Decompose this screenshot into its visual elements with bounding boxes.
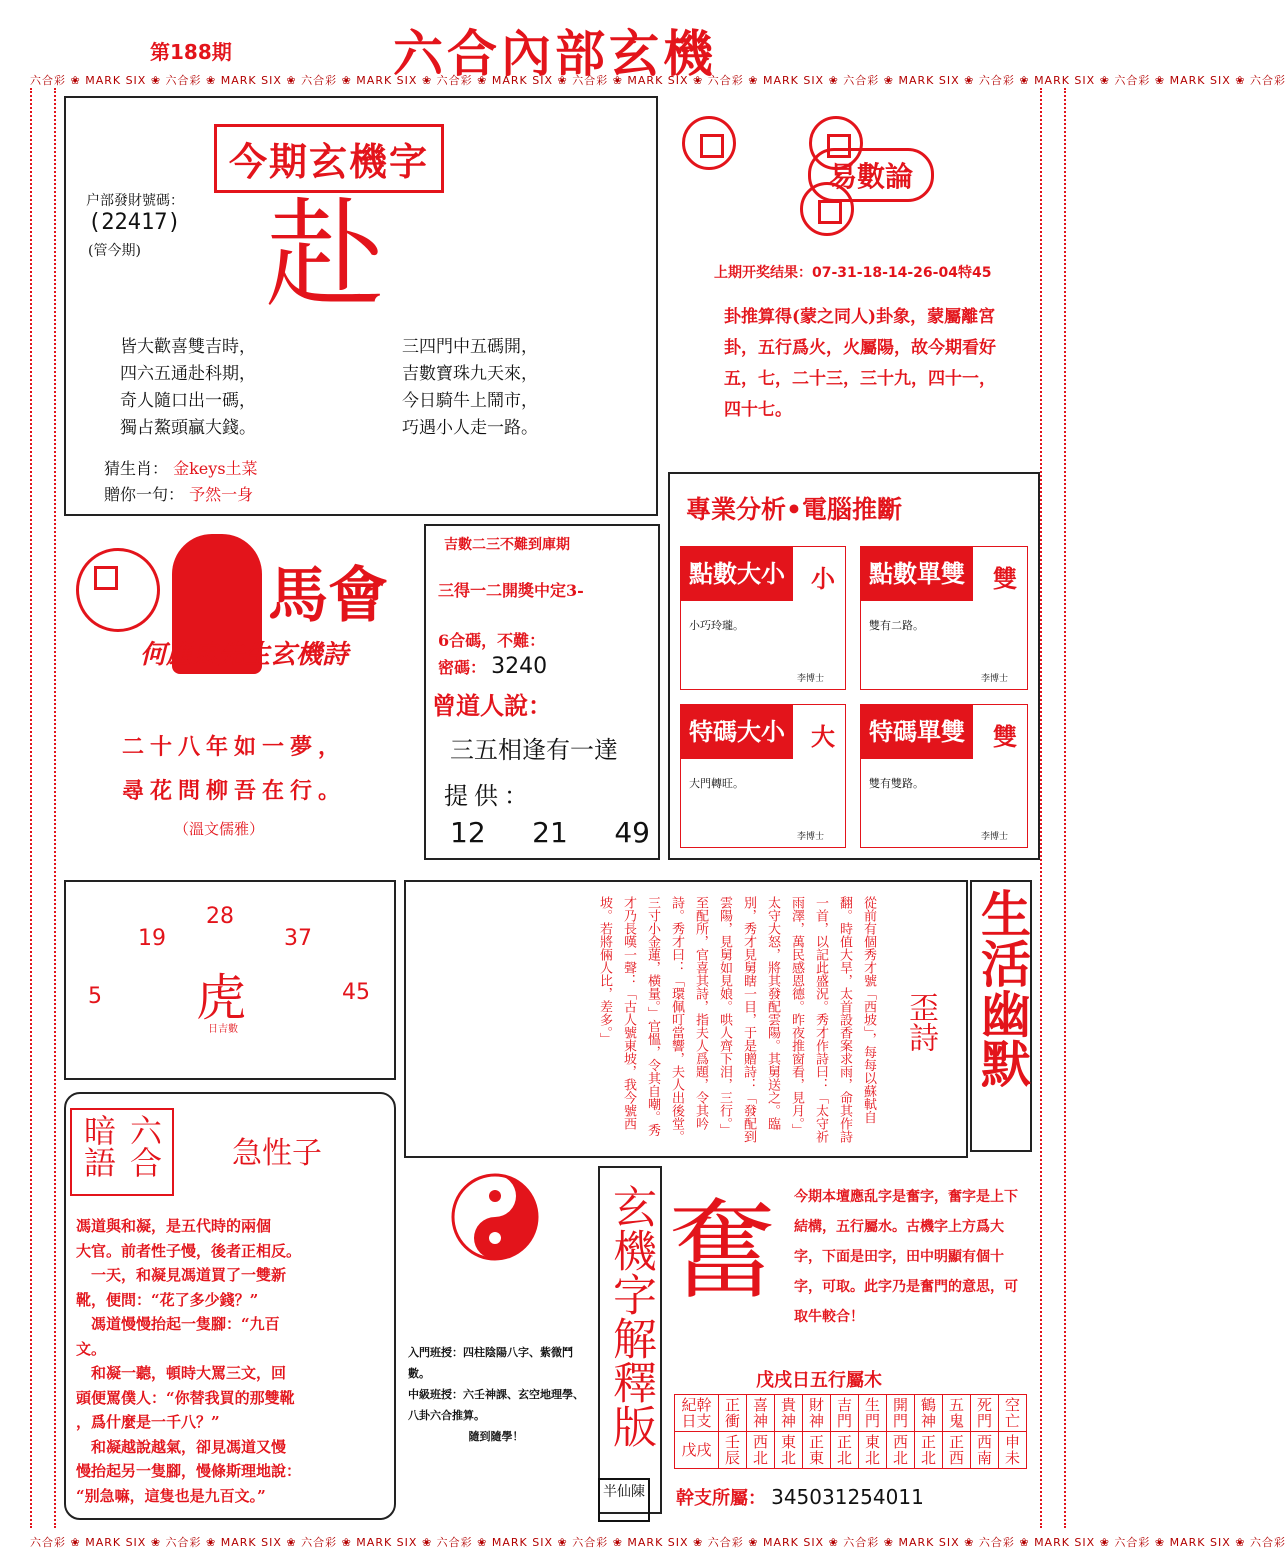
- anyu-badge: [70, 1108, 174, 1196]
- zeng-title: 曾道人說：: [432, 692, 552, 720]
- number: 49: [614, 816, 650, 849]
- calendar-value: 西北: [887, 1432, 915, 1469]
- branch-value: 345031254011: [771, 1485, 924, 1509]
- calendar-value: 正東: [803, 1432, 831, 1469]
- poem-right-line: 三四門中五碼開，: [402, 337, 538, 357]
- cell-label-text: 點數單雙: [861, 547, 973, 601]
- anyu-body: [76, 1214, 386, 1508]
- bazi-line: 中級班授：六壬神課、玄空地理學、八卦六合推算。: [408, 1388, 584, 1422]
- poem-left-line: 皆大歡喜雙吉時，: [120, 337, 256, 357]
- calendar-header: 財神: [803, 1395, 831, 1432]
- yishu-text: 卦推算得(蒙之同人)卦象，蒙屬離宮卦，五行爲火，火屬陽，故今期看好五，七，二十三，三十九，四十一，四十七。: [724, 307, 996, 420]
- guess-label: 猜生肖：: [104, 459, 169, 478]
- gift-value: 予然一身: [189, 485, 254, 504]
- anyu-line: 靴，便問：“花了多少錢？”: [76, 1290, 259, 1309]
- tiger-number: 45: [342, 980, 370, 1005]
- mahui-title: 馬會: [268, 561, 388, 631]
- calendar-header: 死門: [971, 1395, 999, 1432]
- poem-right-line: 吉數寶珠九天來，: [402, 364, 538, 384]
- cell-label-text: 特碼大小: [681, 705, 793, 759]
- calendar-grid: [674, 1394, 1027, 1469]
- xuanji-badge: 今期玄機字: [214, 124, 444, 193]
- calendar-header: 喜神: [747, 1395, 775, 1432]
- anyu-line: 一天，和凝見馮道買了一雙新: [76, 1266, 287, 1284]
- calendar-value: 西北: [747, 1432, 775, 1469]
- jiedu-text: 今期本壇應乱字是奮字，奮字是上下結構，五行屬水。古機字上方爲大字，下面是田字，田中明顯有個十字，可取。此字乃是奮門的意思，可取牛較合！: [794, 1189, 1018, 1325]
- analysis-cell: [860, 704, 1028, 848]
- tiger-number: 19: [138, 926, 166, 951]
- anyu-line: 馮道與和凝，是五代時的兩個: [76, 1217, 272, 1235]
- calendar-value-row: [675, 1432, 1027, 1469]
- poem-left-line: 獨占鰲頭贏大錢。: [120, 418, 256, 438]
- guess-zodiac-row: [104, 456, 258, 479]
- calendar-value: 正北: [915, 1432, 943, 1469]
- jiedu-title-panel: [598, 1166, 662, 1514]
- shenghuo-title: 生活幽默: [973, 888, 1031, 1088]
- calendar-value: 申未: [999, 1432, 1027, 1469]
- calendar-value: 正西: [943, 1432, 971, 1469]
- waishi-body: 從前有個秀才號「西坡」，每每以蘇軾自翻。時值大旱，太首設香案求雨，命其作詩一首，以記此盛況。秀才作詩曰：「太守祈雨澤，萬民感恩德。昨夜推窗看，見月。」太守大怒，將其發配雲陽。其舅送之。臨別，秀才見舅瞎一目，于是贈詩：「發配到雲陽，見舅如見娘。哄人齊下泪，三行。」至配所，官喜其詩，指夫人爲題，令其吟詩。秀才曰：「環佩叮當響，夫人出後堂。三寸小金蓮，橫量。」官慍，令其自嘲。秀才乃長嘆一聲：「古人號東坡，我今號西坡。若將倆人比，差多。」: [597, 896, 876, 1143]
- bazi-course: [408, 1342, 584, 1447]
- poem-right: [402, 334, 538, 442]
- calendar-header: 生門: [859, 1395, 887, 1432]
- calendar-header: 吉門: [831, 1395, 859, 1432]
- gift-label: 贈你一句：: [104, 485, 185, 504]
- poem-left-line: 四六五通赴科期，: [120, 364, 256, 384]
- secret-code: 3240: [491, 654, 548, 679]
- cell-text: 雙有二路。: [869, 619, 924, 632]
- calendar-header: 鶴神: [915, 1395, 943, 1432]
- calendar-header: 五鬼: [943, 1395, 971, 1432]
- guess-value: 金keys土菜: [173, 459, 258, 478]
- calendar-header: 空亡: [999, 1395, 1027, 1432]
- cell-value: 小: [811, 564, 835, 593]
- tiger-number: 28: [206, 904, 234, 929]
- anyu-line: 和凝越說越氣，卻見馮道又慢: [76, 1437, 287, 1456]
- analysis-title: 專業分析•電腦推斷: [686, 495, 902, 524]
- anyu-line: 大官。前者性子慢，後者正相反。: [76, 1241, 302, 1260]
- page-title: 六合內部玄機: [393, 25, 717, 83]
- mahui-panel: [64, 524, 414, 860]
- waishi-title: 歪詩: [903, 992, 938, 1052]
- jiedu-seal: 半仙陳: [598, 1478, 650, 1522]
- mahui-note: （溫文儒雅）: [174, 820, 265, 838]
- tiger-number: 5: [88, 984, 102, 1009]
- calendar-header-row: [675, 1395, 1027, 1432]
- poem-right-line: 巧遇小人走一路。: [402, 418, 538, 438]
- analysis-panel: [668, 472, 1040, 860]
- anyu-line: 文。: [76, 1339, 107, 1358]
- coin-icon: [682, 116, 736, 170]
- provided-numbers: [450, 816, 650, 849]
- calendar-header: 正衝: [719, 1395, 747, 1432]
- xuanji-panel: [64, 96, 658, 516]
- cell-label: [681, 547, 793, 601]
- branch-row: [676, 1484, 924, 1510]
- secret-code-row: [438, 654, 547, 679]
- number: 21: [532, 816, 568, 849]
- bazi-line: 入門班授：四柱陰陽八字、紫微鬥數。: [408, 1346, 573, 1380]
- cell-text: 雙有雙路。: [869, 777, 924, 790]
- analysis-cell: [680, 704, 846, 848]
- tiger-char: 虎: [196, 969, 246, 1027]
- last-result: 上期开奖结果：07-31-18-14-26-04特45: [714, 265, 992, 281]
- calendar-value: 西南: [971, 1432, 999, 1469]
- analysis-cell: [860, 546, 1028, 690]
- xuanji-char: 赴: [266, 186, 385, 324]
- calendar-table: [674, 1394, 1027, 1469]
- center-panel: [424, 524, 660, 860]
- code-note: (管今期): [88, 243, 141, 259]
- tiger-number: 37: [284, 926, 312, 951]
- calendar-value: 東北: [859, 1432, 887, 1469]
- cell-value: 雙: [993, 722, 1017, 751]
- code-label: 户部發財號碼：: [86, 193, 184, 209]
- calendar-value: 壬辰: [719, 1432, 747, 1469]
- provide-label: 提供：: [444, 782, 534, 810]
- yinyang-icon: [450, 1172, 540, 1266]
- anyu-badge-right: 六合: [125, 1114, 163, 1178]
- gift-row: [104, 482, 253, 505]
- anyu-badge-left: 暗語: [79, 1114, 117, 1178]
- center-line: 6合碼，不難：: [438, 631, 546, 650]
- brand-strip-right: [1040, 88, 1066, 1528]
- brand-strip-left: [30, 88, 56, 1528]
- cell-signature: 李博士: [981, 832, 1009, 842]
- center-line: 三得一二開獎中定3-: [438, 581, 584, 600]
- zeng-text: 三五相逢有一達: [450, 736, 618, 764]
- anyu-line: 馮道慢慢抬起一隻腳：“九百: [76, 1315, 280, 1333]
- seal-icon: [76, 548, 160, 632]
- cell-text: 大門轉旺。: [689, 777, 744, 790]
- number: 12: [450, 816, 486, 849]
- anyu-line: ，爲什麼是一千八？”: [76, 1413, 220, 1431]
- lucky-code: (22417): [88, 210, 181, 235]
- issue-number: 第188期: [150, 40, 232, 64]
- anyu-line: 頭便罵僕人：“你替我買的那雙靴: [76, 1388, 295, 1407]
- bazi-line: 隨到隨學！: [468, 1430, 524, 1443]
- shenghuo-panel: [970, 880, 1032, 1152]
- cell-label-text: 特碼單雙: [861, 705, 973, 759]
- calendar-title: 戊戌日五行屬木: [756, 1370, 882, 1391]
- anyu-line: “别急嘛，這隻也是九百文。”: [76, 1486, 266, 1505]
- poem-right-line: 今日騎牛上鬧市，: [402, 391, 538, 411]
- cell-signature: 李博士: [797, 674, 825, 684]
- mahui-subtitle: 何應忠先生玄機詩: [140, 640, 349, 670]
- poem-left-line: 奇人隨口出一碼，: [120, 391, 256, 411]
- calendar-row-head: 紀幹日支: [675, 1395, 719, 1432]
- analysis-cell: [680, 546, 846, 690]
- anyu-panel: [64, 1092, 396, 1520]
- mahui-poem-line: 二十八年如一夢，: [122, 734, 347, 760]
- calendar-header: 貴神: [775, 1395, 803, 1432]
- brand-strip-top: 六合彩 ❀ MARK SIX ❀ 六合彩 ❀ MARK SIX ❀ 六合彩 ❀ MARK SIX ❀ 六合彩 ❀ MARK SIX ❀ 六合彩 ❀ MARK SIX ❀ 六合彩 ❀ MARK SIX ❀ 六合彩 ❀ MARK SIX ❀ 六合彩 ❀ MARK SIX ❀ 六合彩 ❀ MARK SIX ❀ 六合彩: [30, 74, 1286, 87]
- waishi-panel: [404, 880, 968, 1158]
- calendar-header: 開門: [887, 1395, 915, 1432]
- center-line: 吉數二三不難到庫期: [444, 537, 570, 553]
- cell-value: 大: [811, 722, 835, 751]
- anyu-line: 慢抬起另一隻腳，慢條斯理地說：: [76, 1462, 302, 1480]
- cell-signature: 李博士: [797, 832, 825, 842]
- tiger-panel: [64, 880, 396, 1080]
- branch-label: 幹支所屬：: [676, 1488, 766, 1509]
- yishu-panel: [668, 96, 1040, 456]
- mahui-poem-line: 尋花問柳吾在行。: [122, 778, 347, 804]
- jiedu-char: 奮: [668, 1189, 777, 1314]
- secret-code-label: 密碼：: [438, 658, 487, 677]
- cell-label-text: 點數大小: [681, 547, 793, 601]
- calendar-row-head: 戊戌: [675, 1432, 719, 1469]
- cell-signature: 李博士: [981, 674, 1009, 684]
- jiedu-vertical-title: 玄機字解釋版: [605, 1184, 656, 1448]
- brand-strip-bottom: 六合彩 ❀ MARK SIX ❀ 六合彩 ❀ MARK SIX ❀ 六合彩 ❀ MARK SIX ❀ 六合彩 ❀ MARK SIX ❀ 六合彩 ❀ MARK SIX ❀ 六合彩 ❀ MARK SIX ❀ 六合彩 ❀ MARK SIX ❀ 六合彩 ❀ MARK SIX ❀ 六合彩 ❀ MARK SIX ❀ 六合彩: [30, 1536, 1286, 1549]
- anyu-line: 和凝一聽，頓時大罵三文，回: [76, 1364, 287, 1382]
- tiger-caption: 日吉數: [208, 1024, 238, 1035]
- calendar-value: 東北: [775, 1432, 803, 1469]
- anyu-title: 急性子: [232, 1136, 322, 1171]
- cell-text: 小巧玲瓏。: [689, 619, 744, 632]
- cell-value: 雙: [993, 564, 1017, 593]
- poem-left: [120, 334, 256, 442]
- yishu-title: 易數論: [808, 148, 934, 202]
- calendar-value: 正北: [831, 1432, 859, 1469]
